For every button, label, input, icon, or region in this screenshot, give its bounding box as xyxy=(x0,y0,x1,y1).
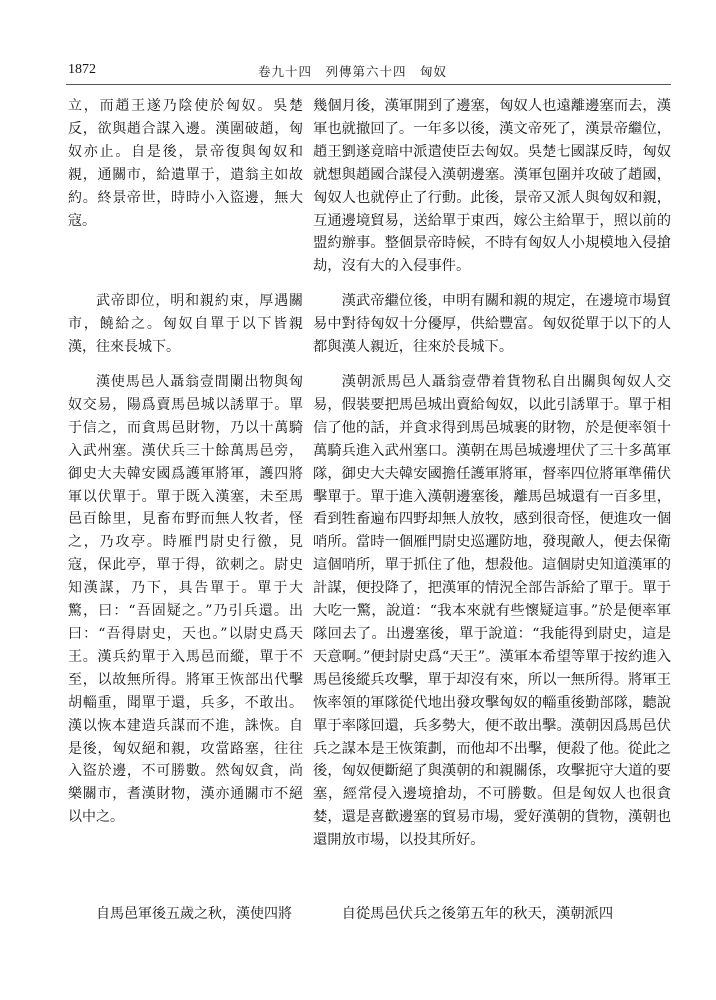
page-header xyxy=(68,62,668,84)
running-title: 卷九十四 列傳第六十四 匈奴 xyxy=(258,64,448,79)
translation-paragraph-4: 自從馬邑伏兵之後第五年的秋天，漢朝派四 xyxy=(341,906,614,922)
classical-paragraph-2: 武帝即位，明和親約束，厚遇關市，饒給之。匈奴自單于以下皆親漢，往來長城下。 xyxy=(68,293,303,355)
classical-paragraph-1: 立，而趙王遂乃陰使於匈奴。吳楚反，欲與趙合謀入邊。漢圍破趙，匈奴亦止。自是後，景帝復與匈奴和親，通關市，給遺單于，遣翁主如故約。終景帝世，時時小入盜邊，無大寇。 xyxy=(68,98,303,229)
classical-paragraph-4: 自馬邑軍後五歲之秋，漢使四將 xyxy=(96,906,292,922)
translation-paragraph-2: 漢武帝繼位後，申明有關和親的規定，在邊境市場貿易中對待匈奴十分優厚，供給豐富。匈奴從單于以下的人都與漢人親近，往來於長城下。 xyxy=(313,293,671,355)
classical-paragraph-3: 漢使馬邑人聶翁壹間闌出物與匈奴交易，陽爲賣馬邑城以誘單于。單于信之，而貪馬邑財物，乃以十萬騎入武州塞。漢伏兵三十餘萬馬邑旁，御史大夫韓安國爲護軍將軍，護四將軍以伏單于。單于既入漢塞，未至馬邑百餘里，見畜布野而無人牧者，怪之，乃攻亭。時雁門尉史行徼，見寇，保此亭，單于得，欲刺之。尉史知漢謀，乃下，具告單于。單于大驚，曰：“吾固疑之。”乃引兵還。出曰：“吾得尉史，天也。”以尉史爲天王。漢兵約單于入馬邑而縱，單于不至，以故無所得。將軍王恢部出代擊胡輜重，聞單于還，兵多，不敢出。漢以恢本建造兵謀而不進，誅恢。自是後，匈奴絕和親，攻當路塞，往往入盜於邊，不可勝數。然匈奴貪，尚樂關市，耆漢財物，漢亦通關市不絕以中之。 xyxy=(68,374,303,826)
page-number: 1872 xyxy=(68,62,96,77)
translation-paragraph-1: 幾個月後，漢軍開到了邊塞，匈奴人也遠離邊塞而去，漢軍也就撤回了。一年多以後，漢文帝死了，漢景帝繼位，趙王劉遂竟暗中派遣使臣去匈奴。吳楚七國謀反時，匈奴就想與趙國合謀侵入漢朝邊塞。漢軍包圍并攻破了趙國，匈奴人也就停止了行動。此後，景帝又派人與匈奴和親，互通邊境貿易，送給單于東西，嫁公主給單于，照以前的盟約辦事。整個景帝時候，不時有匈奴人小規模地入侵搶劫，沒有大的入侵事件。 xyxy=(313,98,671,275)
translation-paragraph-3: 漢朝派馬邑人聶翁壹帶着貨物私自出關與匈奴人交易，假裝要把馬邑城出賣給匈奴，以此引誘單于。單于相信了他的話，并貪求得到馬邑城裹的財物，於是便率領十萬騎兵進入武州塞口。漢朝在馬邑城邊埋伏了三十多萬軍隊，御史大夫韓安國擔任護軍將軍，督率四位將軍準備伏擊單于。單于進入漢朝邊塞後，離馬邑城還有一百多里，看到牲畜遍布四野却無人放牧，感到很奇怪，便進攻一個哨所。當時一個雁門尉史巡邏防地，發現敵人，便去保衛這個哨所，單于抓住了他，想殺他。這個尉史知道漢軍的計謀，便投降了，把漢軍的情況全部告訴給了單于。單于大吃一驚，說道：“我本來就有些懷疑這事。”於是便率軍隊回去了。出邊塞後，單于說道：“我能得到尉史，這是天意啊。”便封尉史爲“天王”。漢軍本希望等單于按約進入馬邑後縱兵攻擊，單于却沒有來，所以一無所得。將軍王恢率領的軍隊從代地出發攻擊匈奴的輜重後勤部隊，聽說單于率隊回還，兵多勢大，便不敢出擊。漢朝因爲馬邑伏兵之謀本是王恢策劃，而他却不出擊，便殺了他。從此之後，匈奴便斷絕了與漢朝的和親關係，攻擊扼守大道的要塞，經常侵入邊境搶劫，不可勝數。但是匈奴人也很貪婪，還是喜歡邊塞的貿易市場，愛好漢朝的貨物，漢朝也還開放市場，以投其所好。 xyxy=(313,374,671,849)
header-rule xyxy=(66,84,671,85)
